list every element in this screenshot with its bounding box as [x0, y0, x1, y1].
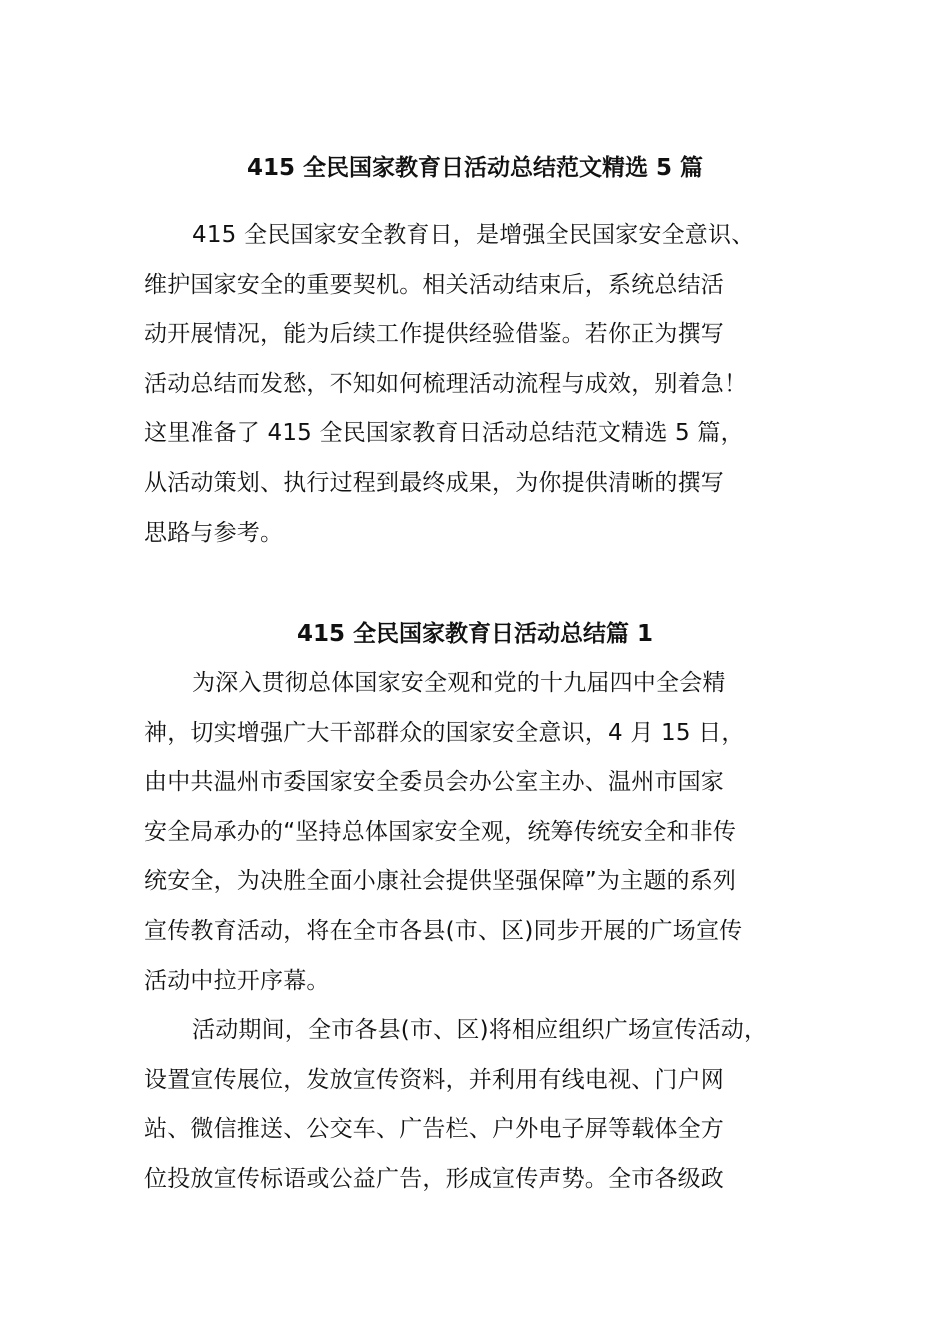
text-line: 宣传教育活动，将在全市各县(市、区)同步开展的广场宣传	[144, 917, 743, 944]
text-line: 415 全民国家安全教育日，是增强全民国家安全意识、	[192, 222, 755, 248]
text-line: 思路与参考。	[144, 519, 284, 546]
section-title: 415 全民国家教育日活动总结篇 1	[296, 621, 654, 647]
text-line: 活动期间，全市各县(市、区)将相应组织广场宣传活动，	[192, 1017, 768, 1043]
text-line: 从活动策划、执行过程到最终成果，为你提供清晰的撰写	[144, 469, 724, 496]
text-line: 由中共温州市委国家安全委员会办公室主办、温州市国家	[144, 769, 724, 796]
document-title: 415 全民国家教育日活动总结范文精选 5 篇	[246, 155, 704, 181]
text-line: 活动中拉开序幕。	[144, 967, 330, 994]
text-line: 位投放宣传标语或公益广告，形成宣传声势。全市各级政	[144, 1165, 724, 1192]
intro-paragraph	[144, 211, 824, 558]
text-line: 站、微信推送、公交车、广告栏、户外电子屏等载体全方	[144, 1116, 724, 1143]
text-line: 统安全，为决胜全面小康社会提供坚强保障”为主题的系列	[144, 868, 737, 895]
text-line: 为深入贯彻总体国家安全观和党的十九届四中全会精	[192, 670, 726, 696]
text-line: 安全局承办的“坚持总体国家安全观，统筹传统安全和非传	[144, 818, 737, 845]
section-paragraph	[144, 1006, 824, 1204]
text-line: 神，切实增强广大干部群众的国家安全意识，4 月 15 日，	[144, 719, 745, 746]
text-line: 活动总结而发愁，不知如何梳理活动流程与成效，别着急！	[144, 370, 748, 397]
text-line: 维护国家安全的重要契机。相关活动结束后，系统总结活	[144, 271, 724, 298]
section-paragraph	[144, 659, 824, 1006]
text-line: 这里准备了 415 全民国家教育日活动总结范文精选 5 篇，	[144, 420, 744, 447]
text-line: 设置宣传展位，发放宣传资料，并利用有线电视、门户网	[144, 1066, 724, 1093]
text-line: 动开展情况，能为后续工作提供经验借鉴。若你正为撰写	[144, 321, 724, 348]
